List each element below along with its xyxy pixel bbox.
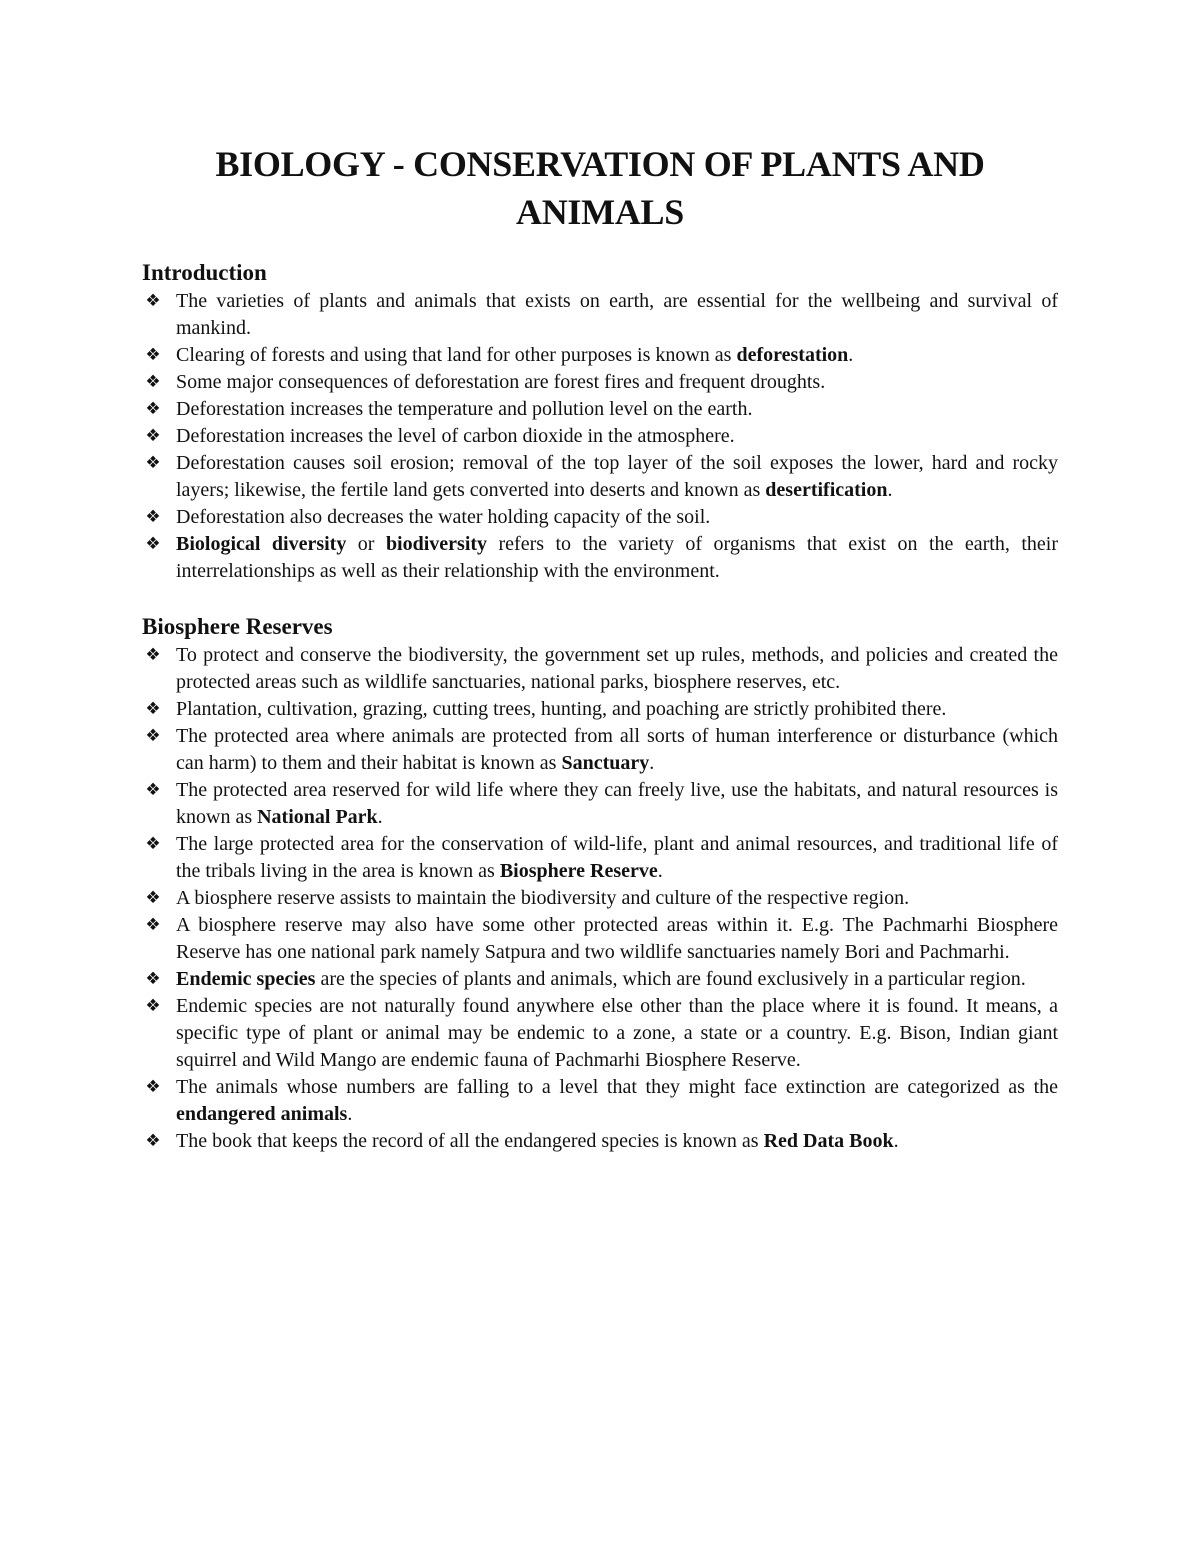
text-run: A biosphere reserve may also have some other protected areas within it. E.g. The Pachmarhi Biosphere Reserve has one national park namely Satpura and two wildlife sanctuaries namely Bori and Pachmarhi.	[176, 914, 1058, 963]
bullet-list-introduction	[142, 288, 1058, 585]
bullet-list-biosphere-reserves	[142, 642, 1058, 1155]
text-run: Deforestation also decreases the water holding capacity of the soil.	[176, 506, 711, 528]
section-heading-introduction: Introduction	[142, 260, 267, 285]
page-title: BIOLOGY - CONSERVATION OF PLANTS AND ANIMALS	[215, 144, 985, 232]
text-run: To protect and conserve the biodiversity, the government set up rules, methods, and policies and created the protected areas such as wildlife sanctuaries, national parks, biosphere reserves, etc.	[176, 644, 1058, 693]
diamond-bullet-icon: ❖	[145, 453, 161, 473]
list-item	[142, 723, 1058, 777]
list-item	[142, 777, 1058, 831]
diamond-bullet-icon: ❖	[145, 780, 161, 800]
bold-term: Biosphere Reserve	[499, 860, 658, 882]
list-item	[142, 1074, 1058, 1128]
list-item	[142, 423, 1058, 450]
bold-term: Biological diversity	[176, 533, 347, 555]
text-run: Deforestation increases the level of carbon dioxide in the atmosphere.	[176, 425, 735, 447]
bold-term: Sanctuary	[561, 752, 650, 774]
diamond-bullet-icon: ❖	[145, 915, 161, 935]
diamond-bullet-icon: ❖	[145, 699, 161, 719]
list-item	[142, 396, 1058, 423]
list-item	[142, 885, 1058, 912]
diamond-bullet-icon: ❖	[145, 726, 161, 746]
text-run: Endemic species are not naturally found anywhere else other than the place where it is found. It means, a specific type of plant or animal may be endemic to a zone, a state or a country. E.g. Bison, Indian giant squirrel and Wild Mango are endemic fauna of Pachmarhi Biosphere Reserve.	[176, 995, 1058, 1071]
diamond-bullet-icon: ❖	[145, 534, 161, 554]
diamond-bullet-icon: ❖	[145, 834, 161, 854]
text-run: The protected area reserved for wild life where they can freely live, use the habitats, and natural resources is known as	[176, 779, 1058, 828]
text-run: are the species of plants and animals, which are found exclusively in a particular region.	[315, 968, 1026, 990]
text-run: The varieties of plants and animals that exists on earth, are essential for the wellbeing and survival of mankind.	[176, 290, 1058, 339]
text-run: Deforestation causes soil erosion; removal of the top layer of the soil exposes the lower, hard and rocky layers; likewise, the fertile land gets converted into deserts and known as	[176, 452, 1058, 501]
list-item	[142, 642, 1058, 696]
bold-term: National Park	[257, 806, 378, 828]
text-run: or	[346, 533, 386, 555]
text-run: The animals whose numbers are falling to a level that they might face extinction are categorized as the	[176, 1076, 1058, 1098]
text-run: The book that keeps the record of all the endangered species is known as	[176, 1130, 764, 1152]
text-run: .	[657, 860, 663, 882]
text-run: .	[848, 344, 854, 366]
text-run: The large protected area for the conservation of wild-life, plant and animal resources, and traditional life of the tribals living in the area is known as	[176, 833, 1058, 882]
list-item	[142, 1128, 1058, 1155]
diamond-bullet-icon: ❖	[145, 1077, 161, 1097]
text-run: Deforestation increases the temperature and pollution level on the earth.	[176, 398, 753, 420]
list-item	[142, 831, 1058, 885]
list-item	[142, 342, 1058, 369]
list-item	[142, 288, 1058, 342]
text-run: refers to the variety of organisms that exist on the earth, their interrelationships as well as their relationship with the environment.	[176, 533, 1058, 582]
text-run: .	[649, 752, 655, 774]
list-item	[142, 369, 1058, 396]
text-run: .	[887, 479, 893, 501]
list-item	[142, 504, 1058, 531]
list-item	[142, 531, 1058, 585]
text-run: Plantation, cultivation, grazing, cutting trees, hunting, and poaching are strictly prohibited there.	[176, 698, 947, 720]
list-item	[142, 912, 1058, 966]
text-run: .	[893, 1130, 899, 1152]
text-run: A biosphere reserve assists to maintain the biodiversity and culture of the respective region.	[176, 887, 910, 909]
diamond-bullet-icon: ❖	[145, 1131, 161, 1151]
list-item	[142, 696, 1058, 723]
text-run: .	[377, 806, 383, 828]
diamond-bullet-icon: ❖	[145, 645, 161, 665]
diamond-bullet-icon: ❖	[145, 996, 161, 1016]
bold-term: desertification	[765, 479, 888, 501]
list-item	[142, 966, 1058, 993]
text-run: The protected area where animals are protected from all sorts of human interference or disturbance (which can harm) to them and their habitat is known as	[176, 725, 1058, 774]
bold-term: deforestation	[736, 344, 849, 366]
document-page	[142, 140, 1058, 1155]
bold-term: Red Data Book	[763, 1130, 894, 1152]
list-item	[142, 993, 1058, 1074]
list-item	[142, 450, 1058, 504]
bold-term: biodiversity	[385, 533, 488, 555]
text-run: Clearing of forests and using that land for other purposes is known as	[176, 344, 737, 366]
diamond-bullet-icon: ❖	[145, 372, 161, 392]
diamond-bullet-icon: ❖	[145, 291, 161, 311]
bold-term: endangered animals	[176, 1103, 348, 1125]
diamond-bullet-icon: ❖	[145, 345, 161, 365]
section-heading-biosphere-reserves: Biosphere Reserves	[142, 614, 333, 639]
diamond-bullet-icon: ❖	[145, 426, 161, 446]
bold-term: Endemic species	[176, 968, 316, 990]
diamond-bullet-icon: ❖	[145, 507, 161, 527]
diamond-bullet-icon: ❖	[145, 399, 161, 419]
diamond-bullet-icon: ❖	[145, 969, 161, 989]
text-run: .	[347, 1103, 353, 1125]
text-run: Some major consequences of deforestation are forest fires and frequent droughts.	[176, 371, 826, 393]
diamond-bullet-icon: ❖	[145, 888, 161, 908]
